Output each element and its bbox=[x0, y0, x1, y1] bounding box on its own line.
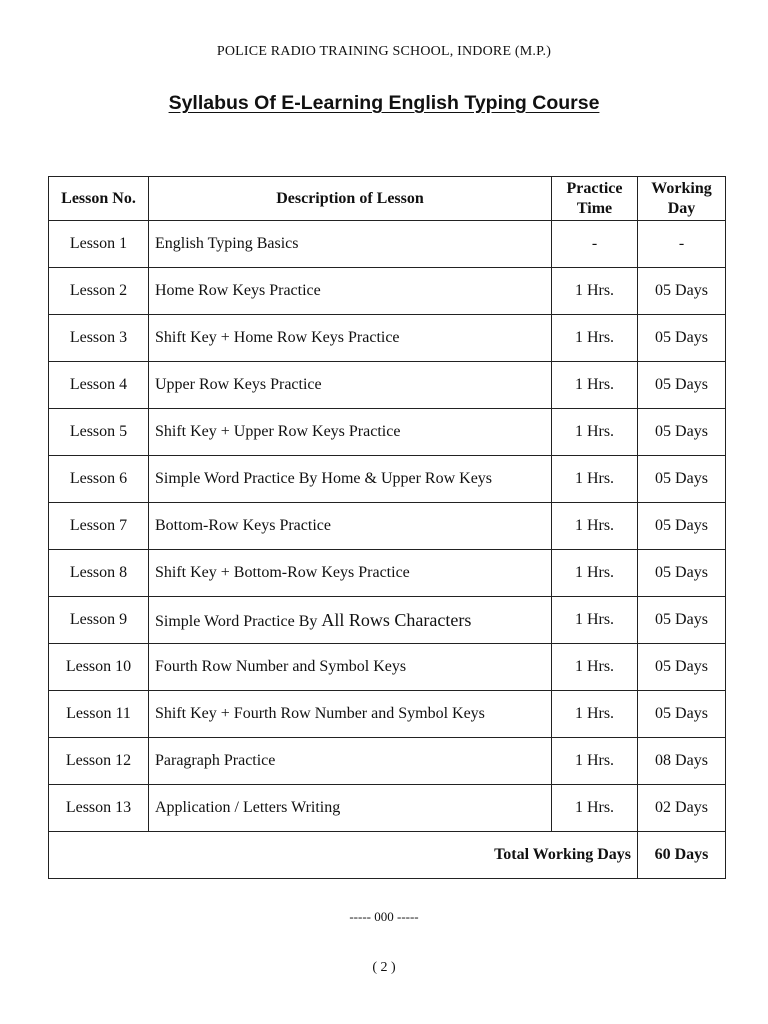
working-days: 05 Days bbox=[638, 315, 726, 362]
table-header-row bbox=[49, 177, 726, 221]
lesson-number: Lesson 9 bbox=[49, 597, 149, 644]
column-header-practice-time: Practice Time bbox=[552, 177, 638, 221]
lesson-description bbox=[149, 597, 552, 644]
working-days: 05 Days bbox=[638, 691, 726, 738]
lesson-number: Lesson 10 bbox=[49, 644, 149, 691]
practice-time: 1 Hrs. bbox=[552, 268, 638, 315]
lesson-number: Lesson 3 bbox=[49, 315, 149, 362]
lesson-number: Lesson 13 bbox=[49, 785, 149, 832]
working-days: 05 Days bbox=[638, 550, 726, 597]
lesson-description: Shift Key + Upper Row Keys Practice bbox=[149, 409, 552, 456]
table-row bbox=[49, 456, 726, 503]
working-days: 05 Days bbox=[638, 456, 726, 503]
practice-time: 1 Hrs. bbox=[552, 644, 638, 691]
working-days: 05 Days bbox=[638, 362, 726, 409]
lesson-number: Lesson 7 bbox=[49, 503, 149, 550]
practice-time: 1 Hrs. bbox=[552, 456, 638, 503]
lesson-description: Fourth Row Number and Symbol Keys bbox=[149, 644, 552, 691]
practice-time: 1 Hrs. bbox=[552, 550, 638, 597]
column-header-description: Description of Lesson bbox=[149, 177, 552, 221]
institution-header: POLICE RADIO TRAINING SCHOOL, INDORE (M.P.) bbox=[216, 44, 552, 59]
table-row bbox=[49, 785, 726, 832]
table-row bbox=[49, 221, 726, 268]
page-number: ( 2 ) bbox=[372, 960, 396, 975]
lesson-number: Lesson 4 bbox=[49, 362, 149, 409]
lesson-description-text: Simple Word Practice By bbox=[155, 612, 322, 630]
syllabus-table bbox=[48, 176, 726, 879]
lesson-description: Shift Key + Home Row Keys Practice bbox=[149, 315, 552, 362]
lesson-number: Lesson 12 bbox=[49, 738, 149, 785]
total-row bbox=[49, 832, 726, 879]
practice-time: 1 Hrs. bbox=[552, 503, 638, 550]
working-days: - bbox=[638, 221, 726, 268]
table-row bbox=[49, 644, 726, 691]
practice-time: 1 Hrs. bbox=[552, 785, 638, 832]
practice-time: 1 Hrs. bbox=[552, 409, 638, 456]
working-days: 05 Days bbox=[638, 409, 726, 456]
working-days: 02 Days bbox=[638, 785, 726, 832]
lesson-description: Application / Letters Writing bbox=[149, 785, 552, 832]
table-row bbox=[49, 550, 726, 597]
total-working-days-value: 60 Days bbox=[638, 832, 726, 879]
practice-time: - bbox=[552, 221, 638, 268]
lesson-number: Lesson 2 bbox=[49, 268, 149, 315]
lesson-description: Bottom-Row Keys Practice bbox=[149, 503, 552, 550]
document-title bbox=[0, 92, 768, 115]
working-days: 08 Days bbox=[638, 738, 726, 785]
lesson-description: Upper Row Keys Practice bbox=[149, 362, 552, 409]
lesson-description: Shift Key + Bottom-Row Keys Practice bbox=[149, 550, 552, 597]
lesson-description: Home Row Keys Practice bbox=[149, 268, 552, 315]
working-days: 05 Days bbox=[638, 268, 726, 315]
working-days: 05 Days bbox=[638, 503, 726, 550]
lesson-number: Lesson 1 bbox=[49, 221, 149, 268]
table-row bbox=[49, 503, 726, 550]
table-row bbox=[49, 409, 726, 456]
end-of-page-mark: ----- 000 ----- bbox=[349, 909, 419, 924]
column-header-lesson-no: Lesson No. bbox=[49, 177, 149, 221]
table-row bbox=[49, 268, 726, 315]
lesson-number: Lesson 11 bbox=[49, 691, 149, 738]
working-days: 05 Days bbox=[638, 597, 726, 644]
lesson-description: Shift Key + Fourth Row Number and Symbol Keys bbox=[149, 691, 552, 738]
lesson-number: Lesson 6 bbox=[49, 456, 149, 503]
column-header-working-day: Working Day bbox=[638, 177, 726, 221]
practice-time: 1 Hrs. bbox=[552, 362, 638, 409]
table-row bbox=[49, 362, 726, 409]
working-days: 05 Days bbox=[638, 644, 726, 691]
practice-time: 1 Hrs. bbox=[552, 691, 638, 738]
lesson-number: Lesson 5 bbox=[49, 409, 149, 456]
lesson-description: Simple Word Practice By Home & Upper Row Keys bbox=[149, 456, 552, 503]
lesson-number: Lesson 8 bbox=[49, 550, 149, 597]
lesson-description-emphasis: All Rows Characters bbox=[321, 609, 472, 630]
table-row bbox=[49, 738, 726, 785]
practice-time: 1 Hrs. bbox=[552, 315, 638, 362]
table-row bbox=[49, 597, 726, 644]
total-working-days-label: Total Working Days bbox=[49, 832, 638, 879]
lesson-description: Paragraph Practice bbox=[149, 738, 552, 785]
table-row bbox=[49, 315, 726, 362]
document-title-text: Syllabus Of E-Learning English Typing Course bbox=[168, 92, 600, 114]
practice-time: 1 Hrs. bbox=[552, 597, 638, 644]
practice-time: 1 Hrs. bbox=[552, 738, 638, 785]
lesson-description: English Typing Basics bbox=[149, 221, 552, 268]
table-row bbox=[49, 691, 726, 738]
